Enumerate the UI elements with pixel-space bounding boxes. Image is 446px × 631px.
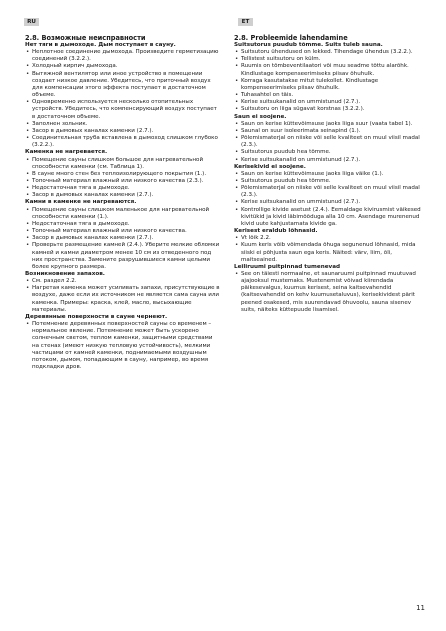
cause-item: • Нагретая каменка может усиливать запахи, присутствующие в воздухе, даже если их источником не является сама сауна или каменка. Примеры: краска, клей, масло, высыхающие материалы. xyxy=(25,285,220,314)
cause-item: • Suitsutorus puudub hea tõmme. xyxy=(234,149,426,156)
cause-item: • Заполнен зольник. xyxy=(25,121,220,128)
cause-item: • Вытяжной вентилятор или иное устройство в помещении создает низкое давление. Убедитесь, что приточный воздух для компенсации этого эффекта поступает в достаточном объеме. xyxy=(25,71,220,100)
page-number: 11 xyxy=(416,604,425,612)
section-title-ru: 2.8. Возможные неисправности xyxy=(25,34,146,42)
troubleshooting-list-et xyxy=(234,42,426,314)
cause-item: • Vt lõik 2.2. xyxy=(234,235,426,242)
cause-item: • Kontrollige kivide asetust (2.4.). Eemaldage kivirusmist väikesed kivitükid ja kivid läbimõõduga alla 10 cm. Asendage murenenud kivid uute kahjustamata kivide ga. xyxy=(234,207,426,228)
cause-item: • Põlemismaterjal on niiske või selle kvaliteet on muul viisil madal (2.3.). xyxy=(234,135,426,149)
cause-item: • Kerise suitsukanalid on ummistunud (2.7.). xyxy=(234,157,426,164)
problem-section xyxy=(234,264,426,314)
cause-item: • Засор в дымовых каналах каменки (2.7.). xyxy=(25,192,220,199)
problem-section xyxy=(25,271,220,314)
cause-item: • Недостаточная тяга в дымоходе. xyxy=(25,185,220,192)
cause-item: • Топочный материал влажный или низкого качества. xyxy=(25,228,220,235)
cause-item: • Saun on kerise küttevõimsuse jaoks liiga väike (1.). xyxy=(234,171,426,178)
column-russian xyxy=(25,34,220,371)
cause-item: • Ruumis on tõmbeventilaatori või muu seadme tõttu alarõhk. Kindlustage kompenseerimiseks piisav õhuhulk. xyxy=(234,63,426,77)
problem-section xyxy=(234,42,426,114)
column-estonian xyxy=(234,34,426,314)
cause-item: • Холодный кирпич дымохода. xyxy=(25,63,220,70)
problem-section xyxy=(25,149,220,199)
cause-item: • Неплотное соединение дымохода. Произведите герметизацию соединений (3.2.2.). xyxy=(25,49,220,63)
cause-list xyxy=(234,235,426,264)
cause-list xyxy=(234,49,426,113)
section-title-et: 2.8. Probleemide lahendamine xyxy=(234,34,348,42)
troubleshooting-list-ru xyxy=(25,42,220,371)
cause-item: • Помещение сауны слишком большое для нагревательной способности каменки (см. Таблица 1). xyxy=(25,157,220,171)
cause-item: • Недостаточная тяга в дымоходе. xyxy=(25,221,220,228)
problem-heading: Leiliruumi puitpinnad tumenevad xyxy=(234,263,341,270)
problem-heading: Камни в каменке не нагреваются. xyxy=(25,199,137,206)
cause-item: • Kerise suitsukanalid on ummistunud (2.7.). xyxy=(234,199,426,206)
language-tab-ru: RU xyxy=(24,18,39,26)
cause-item: • Tuhasahtel on täis. xyxy=(234,92,426,99)
cause-item: • Tellistest suitsutoru on külm. xyxy=(234,56,426,63)
cause-list xyxy=(234,271,426,314)
cause-item: • Kerise suitsukanalid on ummistunud (2.7.). xyxy=(234,99,426,106)
problem-section xyxy=(234,164,426,228)
problem-section xyxy=(234,228,426,264)
cause-item: • Соединительная труба вставлена в дымоход слишком глубоко (3.2.2.). xyxy=(25,135,220,149)
problem-heading: Возникновение запахов. xyxy=(25,271,105,277)
cause-item: • Засор в дымовых каналах каменки (2.7.). xyxy=(25,235,220,242)
problem-section xyxy=(25,199,220,271)
cause-item: • Помещение сауны слишком маленькое для нагревательной способности каменки (1.). xyxy=(25,207,220,221)
problem-heading: Нет тяги в дымоходе. Дым поступает в сауну. xyxy=(25,42,176,48)
cause-item: • Kuum keris võib võimendada õhuga segunenud lõhnasid, mida siiski ei põhjusta saun ega keris. Näited: värv, liim, õli, maitseained. xyxy=(234,242,426,263)
cause-item: • Засор в дымовых каналах каменки (2.7.). xyxy=(25,128,220,135)
cause-item: • Suitsutorus puudub hea tõmme. xyxy=(234,178,426,185)
cause-list xyxy=(25,207,220,271)
cause-item: • Одновременно используется несколько отопительных устройств. Убедитесь, что компенсирующий воздух поступает в достаточном объеме. xyxy=(25,99,220,120)
language-tab-et: ET xyxy=(238,18,253,26)
cause-item: • Saunal on suur isoleerimata seinapind (1.). xyxy=(234,128,426,135)
cause-item: • See on täiesti normaalne, et saunaruumi puitpinnad muutuvad ajajooksul mustemaks. Mustenemist võivad kiirendada päikesevalgus, kuumus kerisest, seina kaitsevahendid (kaitsevahendid on kehv kuumusetaluvus), kerisekividest pärit peened osakesed, mis suurendavad õhuvoolu, sauna sisenev suits, näiteks küttepuude lisamisel. xyxy=(234,271,426,314)
cause-item: • Korraga kasutatakse mitut tulekollet. Kindlustage kompenseerimiseks piisav õhuhulk. xyxy=(234,78,426,92)
problem-heading: Kerisekivid ei soojene. xyxy=(234,163,306,170)
cause-item: • Потемнение деревянных поверхностей сауны со временем – нормальное явление. Потемнение может быть ускорено солнечным светом, теплом каменки, защитными средствами на стенах (имеют низкую тепловую устойчивость), мелкими частицами от камней каменки, поднимаемыми воздушным потоком, дымом, попадающим в сауну, например, во время подкладки дров. xyxy=(25,321,220,371)
problem-heading: Деревянные поверхности в сауне чернеют. xyxy=(25,313,168,320)
problem-section xyxy=(25,314,220,371)
cause-item: • В сауне много стен без теплоизолирующего покрытия (1.). xyxy=(25,171,220,178)
problem-heading: Каменка не нагревается. xyxy=(25,149,108,156)
problem-heading: Suitsutorus puudub tõmme. Suits tuleb sauna. xyxy=(234,42,383,48)
cause-list xyxy=(25,321,220,371)
cause-item: • См. раздел 2.2. xyxy=(25,278,220,285)
cause-list xyxy=(234,171,426,228)
cause-list xyxy=(25,49,220,149)
cause-list xyxy=(234,121,426,164)
problem-section xyxy=(234,114,426,164)
cause-list xyxy=(25,278,220,314)
cause-list xyxy=(25,157,220,200)
cause-item: • Saun on kerise küttevõimsuse jaoks liiga suur (vaata tabel 1). xyxy=(234,121,426,128)
problem-heading: Saun ei soojene. xyxy=(234,113,287,120)
cause-item: • Топочный материал влажный или низкого качества (2.3.). xyxy=(25,178,220,185)
problem-heading: Kerisest eraldub lõhnasid. xyxy=(234,228,318,235)
problem-section xyxy=(25,42,220,149)
cause-item: • Põlemismaterjal on niiske või selle kvaliteet on muul viisil madal (2.3.). xyxy=(234,185,426,199)
cause-item: • Suitsutoru on liiga sügavat korstnas (3.2.2.). xyxy=(234,106,426,113)
cause-item: • Проверьте размещение камней (2.4.). Уберите мелкие обломки камней и камни диаметром менее 10 см из отведенного под них пространства. Замените разрушившиеся камни целыми более крупного размера. xyxy=(25,242,220,271)
cause-item: • Suitsutoru ühendused on lekked. Tihendage ühendus (3.2.2.). xyxy=(234,49,426,56)
